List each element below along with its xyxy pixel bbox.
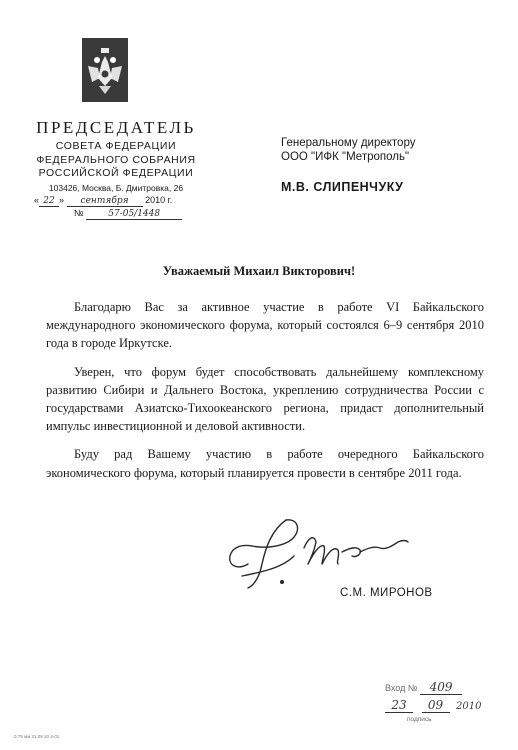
letter-date <box>34 195 204 207</box>
letter-paragraph: Благодарю Вас за активное участие в работе VI Байкальского международного экономического форума, который состоялся 6–9 сентября 2010 года в городе Иркутске. <box>46 300 484 351</box>
recipient-company: ООО "ИФК "Метрополь" <box>281 151 410 163</box>
stamp-date-line <box>385 698 495 716</box>
letterhead-org-line: РОССИЙСКОЙ ФЕДЕРАЦИИ <box>38 167 194 179</box>
date-month: сентября <box>67 196 143 207</box>
date-year: 2010 г. <box>145 195 173 205</box>
letterhead-title: ПРЕДСЕДАТЕЛЬ <box>36 118 196 137</box>
stamp-date-year: 2010 <box>456 701 482 712</box>
stamp-signature-label: подпись <box>407 716 432 723</box>
footnote: 0,79 мм 21.09.10 4-01 <box>14 734 60 739</box>
stamp-entry-line <box>385 680 495 698</box>
date-day: 22 <box>39 196 59 207</box>
letter-paragraph: Уверен, что форум будет способствовать дальнейшему комплексному развитию Сибири и Дальнего Востока, укреплению сотрудничества России с государствами Азиатско-Тихоокеанского региона, придаст дополнительный импульс инвестиционной и деловой активности. <box>46 364 484 434</box>
number-sign: № <box>74 208 84 218</box>
letterhead-address: 103426, Москва, Б. Дмитровка, 26 <box>48 183 184 193</box>
recipient-position: Генеральному директору <box>281 137 416 149</box>
letter-greeting: Уважаемый Михаил Викторович! <box>162 264 356 278</box>
letterhead-organization <box>30 140 202 181</box>
letterhead-org-line: СОВЕТА ФЕДЕРАЦИИ <box>55 140 177 152</box>
letter-number <box>74 208 194 220</box>
letterhead-org-line: ФЕДЕРАЛЬНОГО СОБРАНИЯ <box>36 153 196 166</box>
letter-body <box>46 298 484 492</box>
number-value: 57-05/1448 <box>86 209 182 220</box>
incoming-registration-stamp <box>385 680 495 723</box>
recipient-block <box>281 136 501 164</box>
stamp-entry-label: Вход № <box>385 683 418 693</box>
stamp-entry-number: 409 <box>420 680 462 695</box>
stamp-date-day: 23 <box>385 698 413 713</box>
date-quote-close: » <box>59 195 65 205</box>
signer-name: С.М. МИРОНОВ <box>340 587 433 599</box>
date-quote-open: « <box>34 195 40 205</box>
recipient-name: М.В. СЛИПЕНЧУКУ <box>281 180 404 194</box>
double-headed-eagle-emblem-icon <box>82 38 128 102</box>
stamp-date-month: 09 <box>422 698 450 713</box>
letter-paragraph: Буду рад Вашему участию в работе очередного Байкальского экономического форума, который планируется провести в сентябре 2011 года. <box>46 447 484 480</box>
handwritten-signature-icon <box>222 512 412 594</box>
